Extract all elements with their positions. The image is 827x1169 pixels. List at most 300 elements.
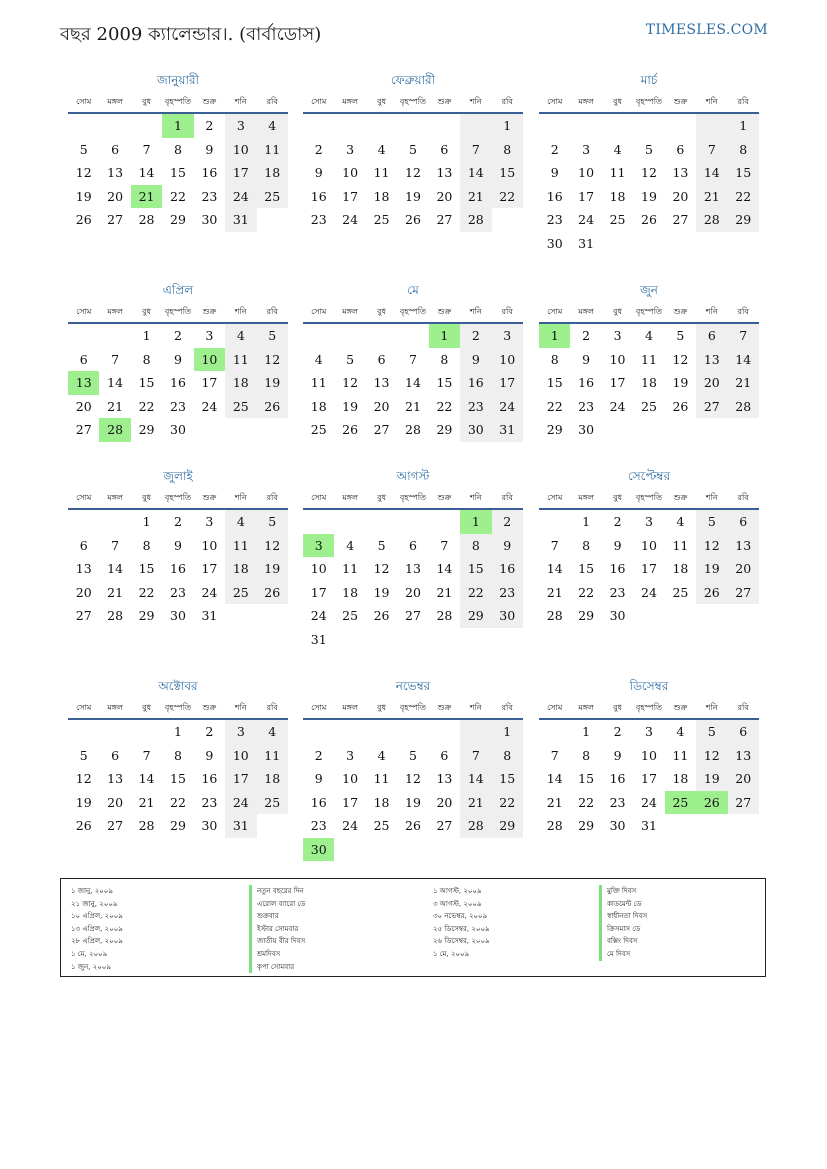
day-cell: 26 bbox=[672, 398, 689, 414]
week-row bbox=[68, 324, 288, 348]
legend-date: ২৬ ডিসেম্বর, ২০০৯ bbox=[433, 937, 490, 946]
day-cell: 26 bbox=[405, 212, 421, 227]
week-row bbox=[539, 208, 759, 232]
day-cell: 15 bbox=[492, 161, 523, 185]
day-cell: 22 bbox=[728, 185, 759, 209]
weekday-label: বুধ bbox=[377, 97, 387, 106]
day-cell: 2 bbox=[314, 141, 323, 157]
empty-cell bbox=[728, 418, 759, 442]
day-cell: 23 bbox=[310, 818, 327, 833]
day-cell: 21 bbox=[107, 584, 124, 600]
day-cell: 5 bbox=[696, 510, 727, 534]
empty-cell bbox=[99, 324, 130, 348]
day-cell: 10 bbox=[609, 351, 626, 367]
day-cell: 23 bbox=[609, 584, 626, 600]
empty-cell bbox=[366, 838, 397, 862]
day-cell: 8 bbox=[728, 138, 759, 162]
day-cell: 24 bbox=[225, 185, 256, 209]
legend-date: ১ মে, ২০০৯ bbox=[433, 949, 470, 958]
empty-cell bbox=[397, 324, 428, 348]
legend-date: ১ জানু, ২০০৯ bbox=[71, 887, 113, 895]
empty-cell bbox=[334, 628, 365, 652]
day-cell: 27 bbox=[75, 422, 92, 437]
day-cell: 20 bbox=[405, 584, 421, 600]
day-cell: 24 bbox=[492, 395, 523, 419]
weekday-label: শুক্র bbox=[202, 97, 217, 106]
day-cell: 11 bbox=[672, 537, 689, 553]
weekday-header bbox=[68, 92, 288, 114]
weekday-header bbox=[303, 92, 523, 114]
day-cell: 26 bbox=[257, 395, 288, 419]
empty-cell bbox=[539, 510, 570, 534]
day-cell: 18 bbox=[373, 188, 390, 204]
day-cell: 14 bbox=[405, 375, 421, 390]
weekday-label: বৃহস্পতি bbox=[399, 493, 427, 502]
empty-cell bbox=[429, 628, 460, 652]
empty-cell bbox=[492, 838, 523, 862]
month-name: এপ্রিল bbox=[162, 283, 194, 297]
empty-cell bbox=[334, 510, 365, 534]
empty-cell bbox=[334, 838, 365, 862]
week-row bbox=[303, 744, 523, 768]
week-row bbox=[539, 348, 759, 372]
day-cell: 17 bbox=[310, 584, 327, 600]
empty-cell bbox=[131, 114, 162, 138]
weekday-label: শনি bbox=[234, 307, 247, 316]
holiday-legend bbox=[60, 878, 766, 977]
weekday-label: রবি bbox=[266, 493, 278, 502]
day-cell: 17 bbox=[201, 375, 218, 390]
empty-cell bbox=[303, 324, 334, 348]
day-cell: 6 bbox=[377, 351, 386, 367]
day-cell: 14 bbox=[460, 161, 491, 185]
day-cell: 7 bbox=[550, 747, 559, 763]
day-cell: 16 bbox=[578, 375, 595, 390]
week-row bbox=[68, 161, 288, 185]
week-row bbox=[539, 791, 759, 815]
week-row bbox=[539, 767, 759, 791]
day-cell: 8 bbox=[142, 351, 151, 367]
day-cell: 2 bbox=[205, 724, 214, 739]
day-cell: 24 bbox=[310, 608, 327, 623]
day-cell: 19 bbox=[641, 188, 657, 204]
day-cell: 30 bbox=[460, 418, 491, 442]
week-row bbox=[539, 510, 759, 534]
week-row bbox=[68, 814, 288, 838]
weekday-label: রবি bbox=[266, 703, 278, 712]
day-cell: 23 bbox=[546, 212, 563, 227]
day-cell: 13 bbox=[728, 534, 759, 558]
day-cell: 9 bbox=[492, 534, 523, 558]
day-cell: 11 bbox=[373, 165, 390, 180]
empty-cell bbox=[460, 720, 491, 744]
day-cell: 2 bbox=[460, 324, 491, 348]
day-cell: 9 bbox=[174, 537, 182, 553]
weekday-label: বুধ bbox=[613, 703, 623, 712]
month-name: নভেম্বর bbox=[395, 679, 431, 693]
day-cell: 15 bbox=[546, 375, 563, 390]
legend-date: ৩ আগস্ট, ২০০৯ bbox=[433, 899, 482, 908]
day-cell: 23 bbox=[310, 212, 327, 227]
empty-cell bbox=[633, 232, 664, 256]
weekday-label: শুক্র bbox=[673, 703, 688, 712]
day-cell: 25 bbox=[342, 608, 359, 623]
weekday-label: শনি bbox=[469, 307, 482, 316]
day-cell: 16 bbox=[170, 561, 186, 576]
day-cell: 21 bbox=[546, 794, 563, 810]
weekday-label: রবি bbox=[266, 97, 278, 106]
day-cell: 18 bbox=[672, 561, 689, 576]
weekday-header bbox=[539, 698, 759, 720]
day-cell: 18 bbox=[225, 557, 256, 581]
day-cell: 30 bbox=[201, 818, 218, 833]
day-cell: 22 bbox=[578, 584, 595, 600]
weekday-label: মঙ্গল bbox=[578, 307, 594, 316]
weekday-label: শুক্র bbox=[202, 307, 217, 316]
weekday-label: শুক্র bbox=[202, 493, 217, 502]
weekday-label: বৃহস্পতি bbox=[399, 97, 427, 106]
day-cell: 1 bbox=[429, 324, 460, 348]
day-cell: 17 bbox=[492, 371, 523, 395]
day-cell: 2 bbox=[174, 514, 182, 529]
legend-name: এরোল ব্যারো ডে bbox=[249, 898, 305, 911]
day-cell: 6 bbox=[409, 537, 417, 553]
day-cell: 29 bbox=[492, 814, 523, 838]
day-cell: 12 bbox=[696, 534, 727, 558]
day-cell: 24 bbox=[641, 584, 657, 600]
day-cell: 18 bbox=[225, 371, 256, 395]
day-cell: 12 bbox=[405, 165, 421, 180]
day-cell: 29 bbox=[578, 818, 595, 833]
month-name: জুন bbox=[640, 283, 658, 297]
weekday-label: শনি bbox=[705, 703, 718, 712]
legend-name: মে দিবস bbox=[599, 948, 647, 961]
empty-cell bbox=[257, 208, 288, 232]
legend-name: শুক্রবার bbox=[249, 910, 305, 923]
page-title: বছর 2009 ক্যালেন্ডার।. (বার্বাডোস) bbox=[60, 24, 322, 45]
day-cell: 28 bbox=[546, 818, 563, 833]
day-cell: 6 bbox=[111, 747, 120, 763]
day-cell: 6 bbox=[440, 141, 449, 157]
legend-left-names bbox=[249, 885, 305, 973]
week-row bbox=[303, 185, 523, 209]
week-row bbox=[539, 604, 759, 628]
empty-cell bbox=[602, 114, 633, 138]
week-row bbox=[539, 720, 759, 744]
day-cell: 15 bbox=[492, 767, 523, 791]
week-row bbox=[539, 557, 759, 581]
day-cell: 21 bbox=[546, 584, 563, 600]
empty-cell bbox=[257, 604, 288, 628]
day-cell: 10 bbox=[578, 165, 595, 180]
weekday-label: বুধ bbox=[613, 307, 623, 316]
day-cell: 7 bbox=[111, 537, 120, 553]
day-cell: 15 bbox=[578, 561, 595, 576]
day-cell: 27 bbox=[728, 581, 759, 605]
week-row bbox=[68, 348, 288, 372]
day-cell: 14 bbox=[460, 767, 491, 791]
day-cell: 1 bbox=[460, 510, 491, 534]
day-cell: 19 bbox=[75, 188, 92, 204]
day-cell: 29 bbox=[138, 422, 155, 437]
day-cell: 8 bbox=[582, 537, 591, 553]
day-cell: 27 bbox=[696, 395, 727, 419]
day-cell: 7 bbox=[142, 747, 151, 763]
brand-link[interactable]: TIMESLES.COM bbox=[645, 22, 768, 38]
day-cell: 7 bbox=[460, 744, 491, 768]
weekday-label: মঙ্গল bbox=[107, 97, 123, 106]
empty-cell bbox=[99, 510, 130, 534]
day-cell: 9 bbox=[205, 747, 214, 763]
week-row bbox=[539, 814, 759, 838]
empty-cell bbox=[397, 628, 428, 652]
day-cell: 29 bbox=[546, 422, 563, 437]
day-cell: 10 bbox=[310, 561, 327, 576]
day-cell: 26 bbox=[696, 581, 727, 605]
day-cell: 7 bbox=[696, 138, 727, 162]
weekday-label: রবি bbox=[266, 307, 278, 316]
day-cell: 19 bbox=[696, 767, 727, 791]
day-cell: 7 bbox=[440, 537, 449, 553]
day-cell: 19 bbox=[257, 557, 288, 581]
day-cell: 17 bbox=[225, 161, 256, 185]
day-cell: 4 bbox=[676, 724, 685, 739]
weekday-label: সোম bbox=[76, 307, 92, 316]
day-cell: 1 bbox=[174, 724, 182, 739]
day-cell: 11 bbox=[672, 747, 689, 763]
weekday-label: সোম bbox=[547, 307, 563, 316]
day-cell: 6 bbox=[111, 141, 120, 157]
day-cell: 21 bbox=[138, 794, 155, 810]
day-cell: 26 bbox=[342, 422, 359, 437]
day-cell: 30 bbox=[170, 422, 186, 437]
weekday-label: সোম bbox=[547, 97, 563, 106]
day-cell: 9 bbox=[174, 351, 182, 367]
day-cell: 4 bbox=[225, 324, 256, 348]
day-cell: 15 bbox=[728, 161, 759, 185]
week-row bbox=[539, 581, 759, 605]
empty-cell bbox=[68, 510, 99, 534]
weekday-header bbox=[68, 698, 288, 720]
week-row bbox=[303, 604, 523, 628]
week-row bbox=[303, 114, 523, 138]
day-cell: 8 bbox=[142, 537, 151, 553]
day-cell: 29 bbox=[578, 608, 595, 623]
day-cell: 25 bbox=[641, 398, 657, 414]
week-row bbox=[303, 814, 523, 838]
empty-cell bbox=[460, 838, 491, 862]
weekday-label: বৃহস্পতি bbox=[635, 493, 663, 502]
legend-date: ১৩ এপ্রিল, ২০০৯ bbox=[71, 924, 123, 933]
month-name: ডিসেম্বর bbox=[629, 679, 669, 693]
weekday-label: মঙ্গল bbox=[578, 703, 594, 712]
day-cell: 29 bbox=[170, 212, 186, 227]
day-cell: 2 bbox=[613, 724, 622, 739]
empty-cell bbox=[429, 510, 460, 534]
day-cell: 2 bbox=[613, 514, 622, 529]
day-cell: 29 bbox=[170, 818, 186, 833]
week-row bbox=[303, 348, 523, 372]
week-row bbox=[303, 767, 523, 791]
day-cell: 17 bbox=[225, 767, 256, 791]
weekday-label: বুধ bbox=[613, 493, 623, 502]
weekday-label: বৃহস্পতি bbox=[635, 307, 663, 316]
day-cell: 5 bbox=[346, 351, 355, 367]
day-cell: 25 bbox=[609, 212, 626, 227]
empty-cell bbox=[225, 604, 256, 628]
day-cell: 24 bbox=[641, 794, 657, 810]
day-cell: 16 bbox=[492, 557, 523, 581]
day-cell: 4 bbox=[377, 747, 386, 763]
day-cell: 23 bbox=[201, 188, 218, 204]
day-cell: 30 bbox=[609, 608, 626, 623]
day-cell: 4 bbox=[257, 720, 288, 744]
day-cell: 10 bbox=[342, 771, 359, 786]
week-row bbox=[539, 185, 759, 209]
day-cell: 8 bbox=[174, 141, 182, 157]
day-cell: 16 bbox=[201, 165, 218, 180]
day-cell: 12 bbox=[257, 534, 288, 558]
day-cell: 22 bbox=[170, 794, 186, 810]
week-row bbox=[68, 557, 288, 581]
weekday-header bbox=[303, 698, 523, 720]
empty-cell bbox=[696, 114, 727, 138]
day-cell: 20 bbox=[436, 188, 453, 204]
weekday-label: শুক্র bbox=[437, 703, 452, 712]
day-cell: 6 bbox=[728, 510, 759, 534]
empty-cell bbox=[492, 628, 523, 652]
weekday-label: সোম bbox=[76, 97, 92, 106]
day-cell: 18 bbox=[672, 771, 689, 786]
legend-name: স্বাধীনতা দিবস bbox=[599, 910, 647, 923]
day-cell: 20 bbox=[696, 371, 727, 395]
day-cell: 30 bbox=[201, 212, 218, 227]
day-cell: 30 bbox=[546, 235, 563, 251]
week-row bbox=[68, 604, 288, 628]
day-cell: 5 bbox=[257, 324, 288, 348]
day-cell: 24 bbox=[342, 212, 359, 227]
empty-cell bbox=[257, 418, 288, 442]
weekday-label: মঙ্গল bbox=[342, 703, 358, 712]
month-name: সেপ্টেম্বর bbox=[627, 469, 671, 483]
empty-cell bbox=[68, 114, 99, 138]
day-cell: 14 bbox=[107, 375, 124, 390]
day-cell: 14 bbox=[107, 561, 124, 576]
weekday-label: বৃহস্পতি bbox=[399, 703, 427, 712]
empty-cell bbox=[334, 324, 365, 348]
weekday-label: মঙ্গল bbox=[578, 493, 594, 502]
day-cell: 28 bbox=[138, 212, 155, 227]
day-cell: 26 bbox=[405, 818, 421, 833]
day-cell: 5 bbox=[377, 537, 386, 553]
month-block bbox=[539, 466, 759, 628]
week-row bbox=[539, 232, 759, 256]
day-cell: 25 bbox=[373, 818, 390, 833]
day-cell: 24 bbox=[201, 398, 218, 414]
day-cell: 27 bbox=[405, 608, 421, 623]
day-cell: 23 bbox=[460, 395, 491, 419]
day-cell: 11 bbox=[342, 561, 359, 576]
empty-cell bbox=[665, 114, 696, 138]
day-cell: 15 bbox=[138, 375, 155, 390]
week-row bbox=[68, 791, 288, 815]
empty-cell bbox=[633, 604, 664, 628]
day-cell: 21 bbox=[460, 791, 491, 815]
day-cell: 18 bbox=[310, 398, 327, 414]
day-cell: 13 bbox=[436, 771, 453, 786]
day-cell: 13 bbox=[75, 561, 92, 576]
month-block bbox=[303, 70, 523, 232]
day-cell: 8 bbox=[550, 351, 559, 367]
day-cell: 31 bbox=[310, 631, 327, 647]
day-cell: 3 bbox=[645, 724, 653, 739]
legend-name: জাতীয় বীর দিবস bbox=[249, 935, 305, 948]
day-cell: 13 bbox=[672, 165, 689, 180]
week-row bbox=[68, 720, 288, 744]
day-cell: 21 bbox=[405, 398, 421, 414]
day-cell: 30 bbox=[303, 838, 334, 862]
week-row bbox=[303, 208, 523, 232]
empty-cell bbox=[728, 232, 759, 256]
weekday-label: বৃহস্পতি bbox=[164, 703, 192, 712]
day-cell: 3 bbox=[303, 534, 334, 558]
empty-cell bbox=[366, 628, 397, 652]
day-cell: 21 bbox=[436, 584, 453, 600]
day-cell: 10 bbox=[641, 537, 657, 553]
week-row bbox=[303, 720, 523, 744]
day-cell: 11 bbox=[641, 351, 657, 367]
day-cell: 23 bbox=[170, 584, 186, 600]
day-cell: 4 bbox=[377, 141, 386, 157]
weekday-label: সোম bbox=[311, 97, 327, 106]
empty-cell bbox=[728, 604, 759, 628]
day-cell: 7 bbox=[550, 537, 559, 553]
day-cell: 4 bbox=[645, 328, 653, 343]
empty-cell bbox=[397, 720, 428, 744]
legend-name: কৃপা সোমবার bbox=[249, 961, 305, 974]
day-cell: 12 bbox=[672, 351, 689, 367]
day-cell: 23 bbox=[201, 794, 218, 810]
weekday-label: বুধ bbox=[377, 493, 387, 502]
day-cell: 14 bbox=[546, 771, 563, 786]
day-cell: 16 bbox=[460, 371, 491, 395]
day-cell: 26 bbox=[373, 608, 390, 623]
empty-cell bbox=[728, 814, 759, 838]
day-cell: 15 bbox=[170, 771, 186, 786]
day-cell: 2 bbox=[550, 141, 559, 157]
day-cell: 24 bbox=[225, 791, 256, 815]
weekday-header bbox=[539, 92, 759, 114]
weekday-label: শুক্র bbox=[437, 307, 452, 316]
legend-date: ১ আগস্ট, ২০০৯ bbox=[433, 887, 482, 895]
week-row bbox=[539, 161, 759, 185]
weekday-label: বুধ bbox=[377, 307, 387, 316]
weekday-label: শুক্র bbox=[673, 307, 688, 316]
month-block bbox=[303, 676, 523, 861]
day-cell: 31 bbox=[578, 235, 595, 251]
weekday-label: শনি bbox=[234, 97, 247, 106]
legend-date: ১ জুন, ২০০৯ bbox=[71, 962, 111, 971]
month-name: আগস্ট bbox=[396, 469, 430, 483]
day-cell: 1 bbox=[582, 514, 591, 529]
day-cell: 26 bbox=[641, 212, 657, 227]
day-cell: 10 bbox=[641, 747, 657, 763]
day-cell: 1 bbox=[492, 720, 523, 744]
weekday-label: বুধ bbox=[377, 703, 387, 712]
day-cell: 9 bbox=[205, 141, 214, 157]
day-cell: 31 bbox=[201, 608, 218, 623]
empty-cell bbox=[303, 720, 334, 744]
